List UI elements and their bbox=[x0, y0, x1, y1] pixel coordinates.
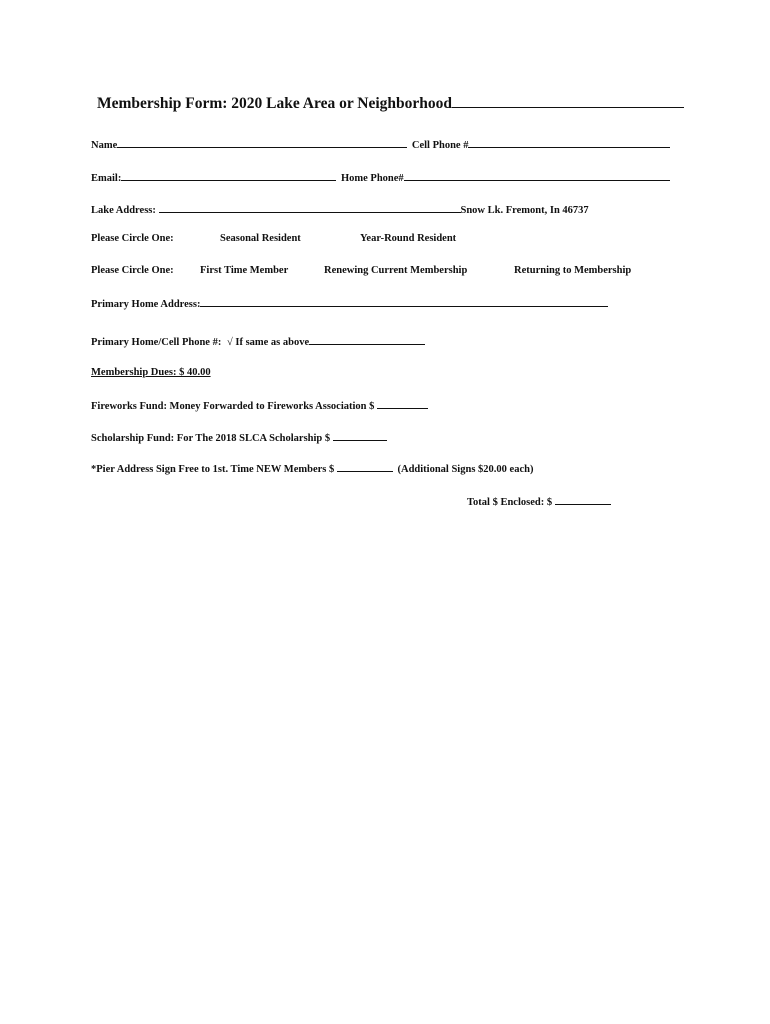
membership-dues-text: Membership Dues: $ 40.00 bbox=[91, 367, 211, 378]
home-phone-label: Home Phone# bbox=[340, 173, 404, 184]
lake-address-field[interactable] bbox=[159, 201, 461, 213]
same-as-above-text: If same as above bbox=[235, 337, 310, 348]
name-label: Name bbox=[91, 140, 118, 151]
residency-circle-label: Please Circle One: bbox=[91, 233, 174, 244]
primary-address-field[interactable] bbox=[200, 295, 608, 307]
total-enclosed-text: Total $ Enclosed: $ bbox=[467, 497, 553, 508]
form-title bbox=[97, 93, 684, 113]
neighborhood-blank[interactable] bbox=[452, 93, 684, 108]
fireworks-amount-field[interactable] bbox=[377, 397, 428, 409]
name-row bbox=[91, 136, 670, 153]
membership-circle-label: Please Circle One: bbox=[91, 265, 174, 276]
pier-sign-row bbox=[91, 460, 533, 477]
email-label: Email: bbox=[91, 173, 122, 184]
form-title-text: Membership Form: 2020 Lake Area or Neighborhood bbox=[97, 95, 453, 112]
option-returning-membership[interactable]: Returning to Membership bbox=[514, 265, 632, 276]
scholarship-fund-row bbox=[91, 429, 387, 446]
pier-sign-text: *Pier Address Sign Free to 1st. Time NEW Members $ bbox=[91, 464, 335, 475]
primary-address-row bbox=[91, 295, 608, 312]
option-renewing-membership[interactable]: Renewing Current Membership bbox=[324, 265, 468, 276]
lake-address-label: Lake Address: bbox=[91, 205, 156, 216]
email-field[interactable] bbox=[121, 169, 336, 181]
additional-signs-text: (Additional Signs $20.00 each) bbox=[397, 464, 534, 475]
option-first-time-member[interactable]: First Time Member bbox=[200, 265, 289, 276]
scholarship-amount-field[interactable] bbox=[333, 429, 387, 441]
email-row bbox=[91, 169, 670, 186]
checkmark-icon[interactable]: √ bbox=[226, 337, 233, 348]
total-amount-field[interactable] bbox=[555, 493, 611, 505]
primary-phone-row bbox=[91, 333, 425, 350]
pier-sign-amount-field[interactable] bbox=[337, 460, 393, 472]
option-year-round-resident[interactable]: Year-Round Resident bbox=[360, 233, 457, 244]
lake-address-row bbox=[91, 201, 589, 218]
primary-address-label: Primary Home Address: bbox=[91, 299, 201, 310]
membership-dues-row bbox=[91, 366, 211, 380]
cell-phone-field[interactable] bbox=[468, 136, 670, 148]
primary-phone-field[interactable] bbox=[309, 333, 425, 345]
name-field[interactable] bbox=[117, 136, 407, 148]
lake-address-suffix: Snow Lk. Fremont, In 46737 bbox=[460, 205, 589, 216]
scholarship-fund-text: Scholarship Fund: For The 2018 SLCA Scholarship $ bbox=[91, 433, 331, 444]
primary-phone-label: Primary Home/Cell Phone #: bbox=[91, 337, 222, 348]
cell-phone-label: Cell Phone # bbox=[411, 140, 469, 151]
home-phone-field[interactable] bbox=[404, 169, 670, 181]
fireworks-fund-text: Fireworks Fund: Money Forwarded to Fireworks Association $ bbox=[91, 401, 375, 412]
option-seasonal-resident[interactable]: Seasonal Resident bbox=[220, 233, 301, 244]
fireworks-fund-row bbox=[91, 397, 428, 414]
total-row bbox=[467, 493, 611, 510]
